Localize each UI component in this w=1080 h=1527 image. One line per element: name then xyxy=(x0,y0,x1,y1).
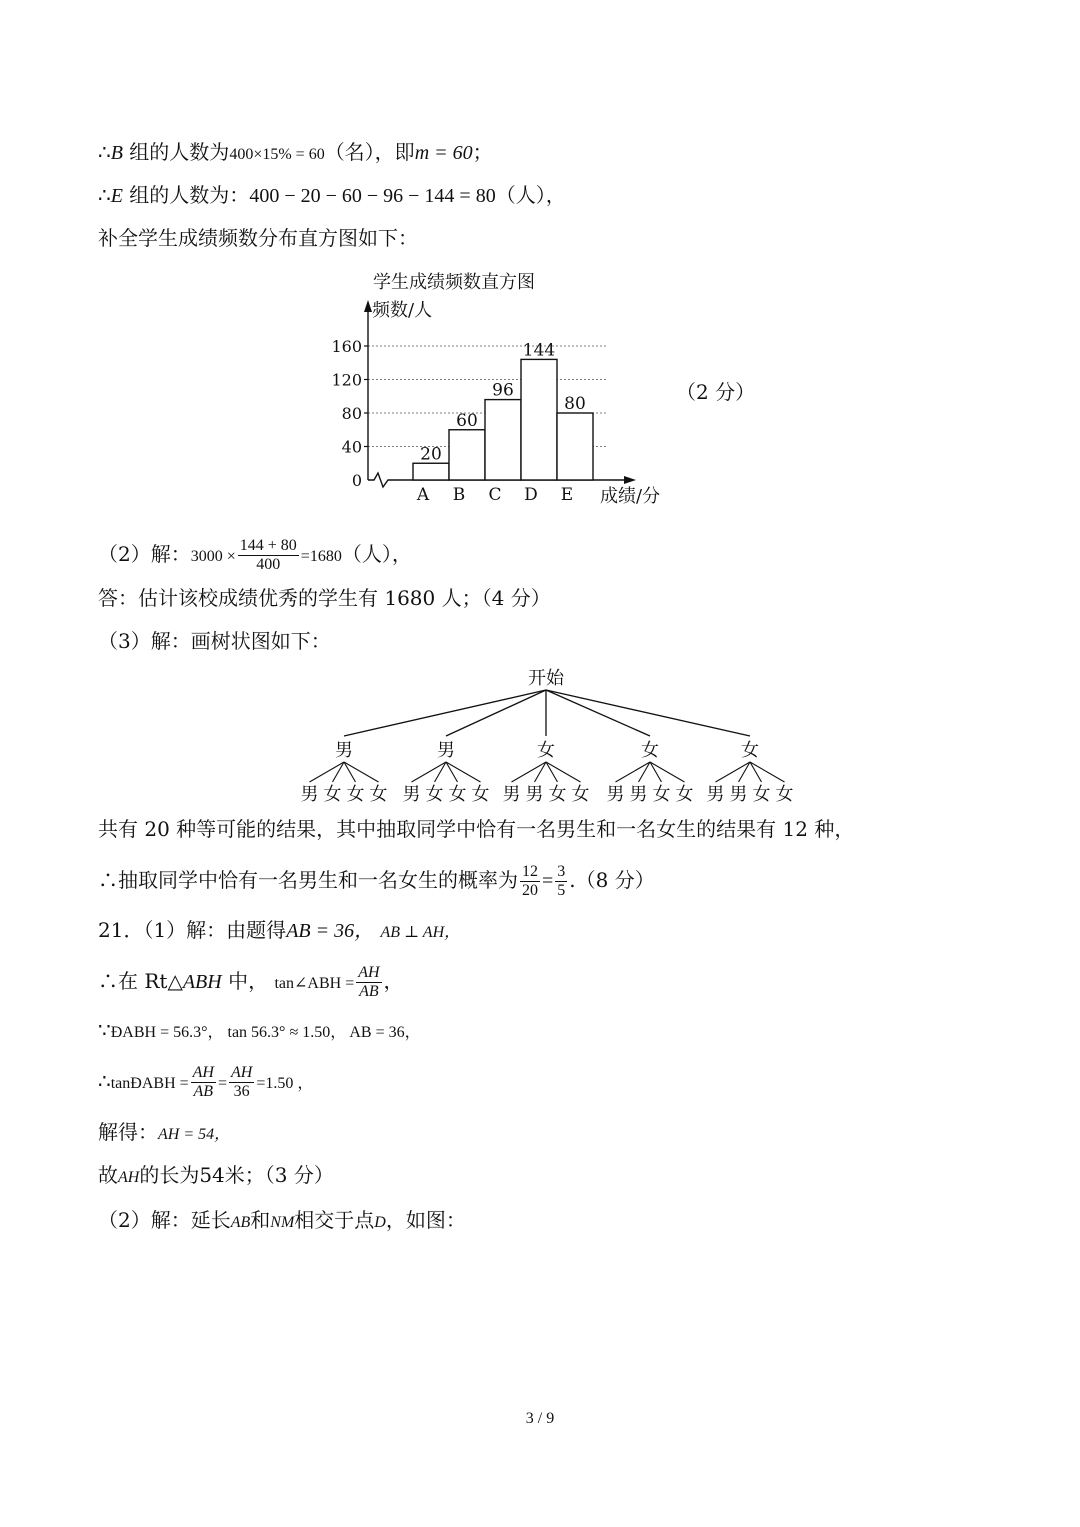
triangle-name: ABH xyxy=(182,971,222,993)
chart-ylabel: 频数/人 xyxy=(372,300,433,321)
since-line xyxy=(98,1016,421,1047)
question21-line xyxy=(98,916,460,947)
e-group-text: 组的人数为： xyxy=(122,183,250,207)
part21-2-label: （2）解：延长 xyxy=(98,1208,231,1232)
tree-node-level2: 女 xyxy=(425,784,444,805)
y-axis-arrow xyxy=(364,300,372,312)
tree-node-level2: 男 xyxy=(729,784,748,805)
e-group-unit: （人）， xyxy=(495,183,566,207)
var-d: D xyxy=(374,1214,386,1231)
fraction-denominator: AB xyxy=(193,1083,214,1100)
page-number: 3 / 9 xyxy=(525,1410,555,1427)
tan-fraction-1 xyxy=(191,1064,216,1101)
part2-result: =1680 xyxy=(300,548,342,565)
ah-var: AH xyxy=(118,1169,140,1186)
question21-text: 21．（1）解：由题得 xyxy=(98,918,287,942)
tree-node-level2: 男 xyxy=(402,784,421,805)
fraction-numerator: 3 xyxy=(557,863,566,880)
category-label: D xyxy=(524,485,538,505)
tree-node-level2: 男 xyxy=(502,784,521,805)
y-tick-label: 40 xyxy=(341,437,362,457)
tree-node-level2: 女 xyxy=(752,784,771,805)
tree-node-level2: 女 xyxy=(323,784,342,805)
b-group-line xyxy=(98,138,493,169)
tan-fraction-2 xyxy=(229,1064,254,1101)
bar-D xyxy=(521,359,557,480)
bar-value-label: 20 xyxy=(420,444,442,465)
tan-fraction xyxy=(356,964,381,1001)
probability-fraction-2 xyxy=(555,863,567,900)
solve-line xyxy=(98,1118,230,1149)
ah-text: 的长为54米；（3 分） xyxy=(139,1163,334,1187)
solve-expr: AH = 54， xyxy=(158,1126,231,1143)
tree-node-level2: 女 xyxy=(775,784,794,805)
var-e: E xyxy=(110,185,123,207)
rt-mid: 中， xyxy=(221,969,269,993)
var-ab: AB xyxy=(230,1214,251,1231)
right-triangle-line xyxy=(98,958,404,1004)
tan-value-line xyxy=(98,1058,313,1104)
category-label: A xyxy=(416,485,430,505)
since-expression: ÐABH = 56.3°， tan 56.3° ≈ 1.50， AB = 36， xyxy=(110,1024,421,1041)
y-tick-label: 120 xyxy=(331,370,362,390)
e-group-expr: 400 − 20 − 60 − 96 − 144 = 80 xyxy=(249,185,496,207)
probability-line xyxy=(98,858,655,902)
chart-xlabel: 成绩/分 xyxy=(600,486,661,507)
part2-numerator: 144 + 80 xyxy=(239,537,297,554)
rt-prefix: ∴在 Rt△ xyxy=(98,969,183,993)
total-results-line: 共有 20 种等可能的结果，其中抽取同学中恰有一名男生和一名女生的结果有 12 种， xyxy=(98,817,855,841)
part21-2-line xyxy=(98,1206,466,1237)
var-nm: NM xyxy=(270,1214,295,1231)
tree-node-level2: 男 xyxy=(525,784,544,805)
part2-denominator: 400 xyxy=(256,556,281,573)
y-tick-label: 160 xyxy=(331,337,362,356)
bar-C xyxy=(485,400,521,480)
m-value: m = 60 xyxy=(414,142,473,164)
bar-value-label: 80 xyxy=(564,394,586,414)
ah-text-prefix: 故 xyxy=(98,1163,118,1187)
tree-node-level2: 女 xyxy=(471,784,490,805)
fraction-numerator: AH xyxy=(192,1064,214,1081)
equals-sign: = xyxy=(542,870,554,892)
category-label: E xyxy=(560,485,574,505)
b-group-unit: （名），即 xyxy=(324,140,415,164)
tree-branch xyxy=(546,690,750,736)
tree-node-level2: 男 xyxy=(629,784,648,805)
tree-branch xyxy=(446,690,546,736)
tan-expr: tanÐABH = xyxy=(110,1075,189,1092)
q21-expr1: AB = 36， xyxy=(286,920,375,942)
fraction-numerator: AH xyxy=(231,1064,253,1081)
solve-label: 解得： xyxy=(98,1120,158,1144)
part3-line: （3）解：画树状图如下： xyxy=(98,629,331,653)
q21-expr2: AB ⊥ AH， xyxy=(380,924,461,941)
category-label: B xyxy=(452,485,466,505)
part2-fraction xyxy=(238,537,299,574)
x-axis-arrow xyxy=(624,476,636,484)
fraction-denominator: AB xyxy=(359,983,379,1000)
frequency-histogram xyxy=(320,262,680,512)
tan-expression: tan∠ABH = xyxy=(274,975,355,992)
var-b: B xyxy=(110,142,123,164)
probability-fraction-1 xyxy=(520,863,540,900)
equals-sign: = xyxy=(217,1075,227,1092)
b-group-end: ； xyxy=(472,140,493,164)
tree-node-level2: 女 xyxy=(652,784,671,805)
part2-line xyxy=(98,534,412,574)
y-tick-label: 80 xyxy=(341,404,362,423)
score-note: （2 分） xyxy=(676,380,756,404)
bar-B xyxy=(449,430,485,480)
and-text: 和 xyxy=(250,1208,271,1232)
tree-branch xyxy=(344,690,546,736)
b-group-text: 组的人数为 xyxy=(122,140,230,164)
bar-value-label: 60 xyxy=(456,410,478,431)
fraction-denominator: 5 xyxy=(557,882,566,899)
tree-node-level2: 男 xyxy=(300,784,319,805)
bar-value-label: 144 xyxy=(522,340,556,361)
probability-text: ∴抽取同学中恰有一名男生和一名女生的概率为 xyxy=(98,868,518,892)
tree-root: 开始 xyxy=(528,668,564,689)
tree-node-level2: 女 xyxy=(548,784,567,805)
bar-A xyxy=(413,463,449,480)
therefore-symbol: ∴ xyxy=(98,183,111,207)
tree-branch xyxy=(546,690,650,736)
tree-node-level2: 女 xyxy=(448,784,467,805)
intersect-text: 相交于点 xyxy=(294,1208,375,1232)
therefore-symbol: ∴ xyxy=(98,140,111,164)
tree-node-level2: 女 xyxy=(675,784,694,805)
tree-node-level1: 男 xyxy=(437,740,455,761)
b-group-expr: 400×15% = 60 xyxy=(229,146,325,163)
bar-value-label: 96 xyxy=(492,380,514,401)
tree-node-level1: 女 xyxy=(537,740,555,761)
category-label: C xyxy=(488,485,502,505)
part2-left: 3000 × xyxy=(190,548,236,565)
part21-2-end: ，如图： xyxy=(385,1208,466,1232)
tree-node-level2: 女 xyxy=(346,784,365,805)
fraction-numerator: 12 xyxy=(522,863,538,880)
answer-line: 答：估计该校成绩优秀的学生有 1680 人；（4 分） xyxy=(98,586,551,610)
tree-node-level1: 女 xyxy=(741,740,759,761)
tree-node-level2: 男 xyxy=(706,784,725,805)
y-tick-label: 0 xyxy=(351,471,362,490)
ah-length-line xyxy=(98,1161,334,1192)
part2-unit: （人）， xyxy=(341,542,412,566)
rt-end: ， xyxy=(383,969,404,993)
tree-node-level2: 女 xyxy=(571,784,590,805)
e-group-line xyxy=(98,181,566,210)
fraction-denominator: 20 xyxy=(522,882,538,899)
fraction-numerator: AH xyxy=(358,964,380,981)
tan-end: =1.50 ， xyxy=(256,1075,314,1092)
tree-node-level2: 男 xyxy=(606,784,625,805)
tree-node-level1: 女 xyxy=(641,740,659,761)
therefore-symbol: ∴ xyxy=(98,1069,111,1093)
fraction-denominator: 36 xyxy=(233,1083,250,1100)
complete-histogram-line: 补全学生成绩频数分布直方图如下： xyxy=(98,226,418,250)
part2-label: （2）解： xyxy=(98,542,191,566)
tree-node-level1: 男 xyxy=(335,740,353,761)
bar-E xyxy=(557,413,593,480)
because-symbol: ∵ xyxy=(98,1018,111,1042)
probability-end: .（8 分） xyxy=(569,868,655,892)
tree-node-level2: 女 xyxy=(369,784,388,805)
chart-title: 学生成绩频数直方图 xyxy=(373,272,535,293)
tree-diagram xyxy=(290,660,810,810)
